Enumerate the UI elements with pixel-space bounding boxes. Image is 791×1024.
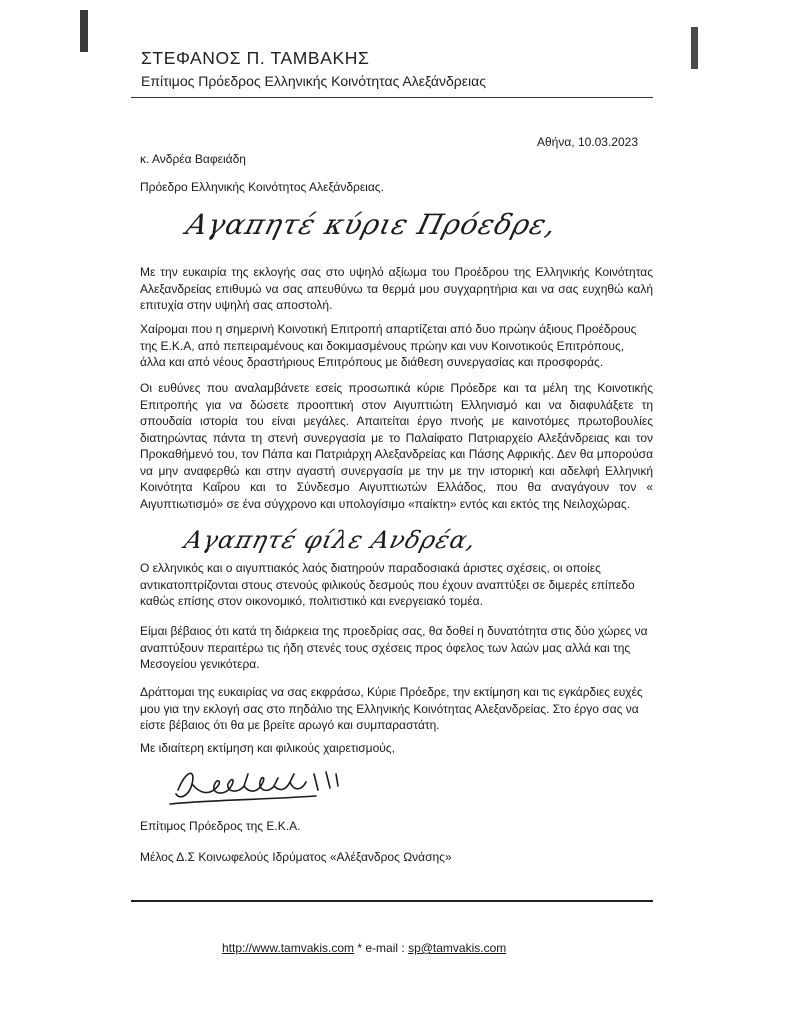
recipient-name: κ. Ανδρέα Βαφειάδη (140, 152, 246, 166)
footer-divider (131, 900, 653, 902)
signatory-role-1: Επίτιμος Πρόεδρος της Ε.Κ.Α. (140, 819, 301, 833)
scan-edge-mark-left (80, 10, 88, 52)
scan-edge-mark-right (691, 27, 698, 69)
handwritten-greeting: Αγαπητέ κύριε Πρόεδρε, (182, 208, 561, 241)
letterhead-name: ΣΤΕΦΑΝΟΣ Π. ΤΑΜΒΑΚΗΣ (141, 48, 370, 68)
signatory-role-2: Μέλος Δ.Σ Κοινωφελούς Ιδρύματος «Αλέξανδρος Ωνάσης» (140, 850, 452, 864)
body-paragraph-1: Με την ευκαιρία της εκλογής σας στο υψηλό αξίωμα του Προέδρου της Ελληνικής Κοινότητας Αλεξανδρείας επιθυμώ να σας απευθύνω τα θερμά μου συγχαρητήρια και να σας ευχηθώ καλή επιτυχία στην υψηλή σας αποστολή. (140, 265, 653, 312)
footer-contact (222, 941, 506, 955)
letter-date: Αθήνα, 10.03.2023 (536, 135, 638, 149)
handwritten-greeting-personal: Αγαπητέ φίλε Ανδρέα, (181, 526, 480, 554)
body-paragraph-6: Δράττομαι της ευκαιρίας να σας εκφράσω, Κύριε Πρόεδρε, την εκτίμηση και τις εγκάρδιες ευχές μου για την εκλογή σας στο πηδάλιο της Ελληνικής Κοινότητας Αλεξανδρείας. Στο έργο σας να είστε βέβαιος ότι θα με βρείτε αρωγό και συμπαραστάτη. (140, 685, 643, 732)
email-link[interactable]: sp@tamvakis.com (408, 941, 507, 955)
footer-separator: * e-mail : (354, 941, 409, 955)
letterhead-subtitle: Επίτιμος Πρόεδρος Ελληνικής Κοινότητας Αλεξάνδρειας (141, 73, 486, 89)
body-paragraph-4: Ο ελληνικός και ο αιγυπτιακός λαός διατηρούν παραδοσιακά άριστες σχέσεις, οι οποίες αντικατοπτρίζονται στους στενούς φιλικούς δεσμούς που έχουν αναπτύξει σε διμερές επίπεδο καθώς επίσης στον οικονομικό, πολιτιστικό και ενεργειακό τομέα. (140, 561, 635, 608)
recipient-title: Πρόεδρο Ελληνικής Κοινότητος Αλεξάνδρειας. (140, 180, 384, 194)
body-paragraph-5: Είμαι βέβαιος ότι κατά τη διάρκεια της προεδρίας σας, θα δοθεί η δυνατότητα στις δύο χώρες να αναπτύξουν περαιτέρω τις ήδη στενές τους σχέσεις προς όφελος των λαών μας αλλά και της Μεσογείου γενικότερα. (140, 624, 648, 671)
website-link[interactable]: http://www.tamvakis.com (222, 941, 355, 955)
closing-line: Με ιδιαίτερη εκτίμηση και φιλικούς χαιρετισμούς, (140, 741, 395, 755)
handwritten-signature (166, 760, 356, 810)
body-paragraph-3: Οι ευθύνες που αναλαμβάνετε εσείς προσωπικά κύριε Πρόεδρε και τα μέλη της Κοινοτικής Επιτροπής για να δώσετε προοπτική στον Αιγυπτιώτη Ελληνισμό και να διαφυλάξετε τη σπουδαία ιστορία του είναι μεγάλες. Απαιτείται έργο πνοής με καινοτόμες πρωτοβουλίες διατηρώντας πάντα τη στενή συνεργασία με το Παλαίφατο Πατριαρχείο Αλεξάνδρειας και τον Προκαθήμενό του, τον Πάπα και Πατριάρχη Αλεξανδρείας και Πάσης Αφρικής. Δεν θα μπορούσα να μην αναφερθώ και στην αγαστή συνεργασία με την με την ιστορική και αδελφή Ελληνική Κοινότητα Καΐρου και το Σύνδεσμο Αιγυπτιωτών Ελλάδος, που θα αναγάγουν τον « Αιγυπτιωτισμό» σε ένα σύγχρονο και υπολογίσιμο «παίκτη» εντός και εκτός της Νειλοχώρας. (140, 381, 653, 511)
header-divider (131, 97, 653, 98)
body-paragraph-2: Χαίρομαι που η σημερινή Κοινοτική Επιτροπή απαρτίζεται από δυο πρώην άξιους Προέδρους της Ε.Κ.Α, από πεπειραμένους και δοκιμασμένους πρώην και νυν Κοινοτικούς Επιτρόπους, άλλα και από νέους δραστήριους Επιτρόπους με διάθεση συνεργασίας και προσφοράς. (140, 322, 637, 369)
